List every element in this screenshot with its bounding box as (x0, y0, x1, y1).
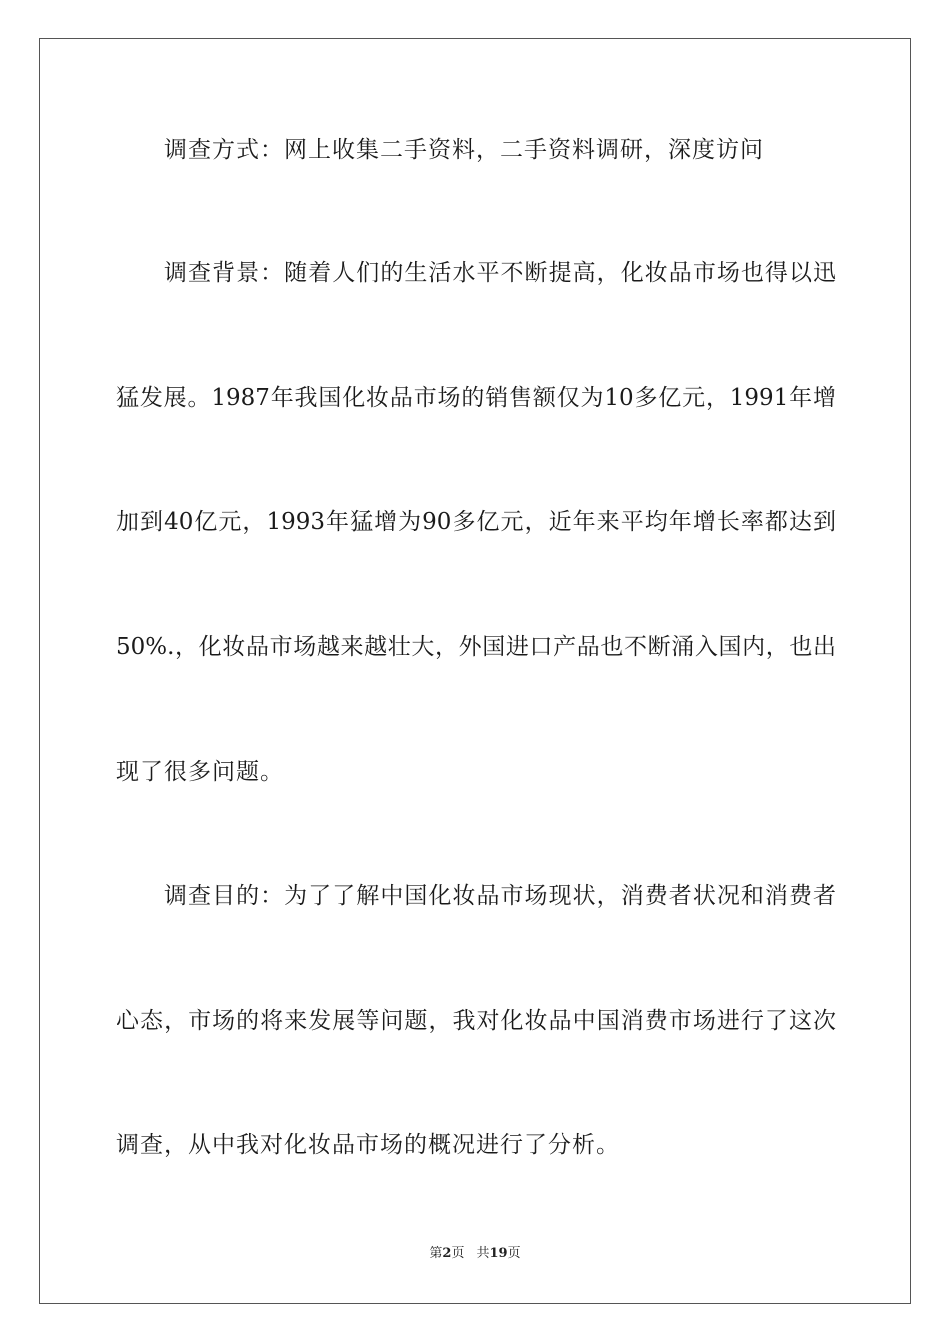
paragraph-background-line-5: 现了很多问题。 (116, 759, 284, 785)
page-suffix: 页 (451, 1246, 465, 1261)
page-prefix: 第 (429, 1246, 443, 1261)
paragraph-background-line-2: 猛发展。1987年我国化妆品市场的销售额仅为10多亿元，1991年增 (116, 385, 836, 411)
total-pages: 19 (489, 1246, 508, 1261)
paragraph-background-line-1: 调查背景：随着人们的生活水平不断提高，化妆品市场也得以迅 (164, 260, 836, 286)
paragraph-background-line-4: 50%.，化妆品市场越来越壮大，外国进口产品也不断涌入国内，也出 (116, 634, 836, 660)
total-suffix: 页 (507, 1246, 521, 1261)
paragraph-purpose-line-3: 调查，从中我对化妆品市场的概况进行了分析。 (116, 1132, 620, 1158)
paragraph-purpose-line-1: 调查目的：为了了解中国化妆品市场现状，消费者状况和消费者 (164, 883, 836, 909)
total-prefix: 共 (476, 1246, 490, 1261)
page-number: 2 (442, 1246, 452, 1261)
page-border (39, 38, 911, 1304)
paragraph-method-line-1: 调查方式：网上收集二手资料，二手资料调研，深度访问 (164, 137, 764, 163)
page-footer (0, 1245, 950, 1263)
paragraph-purpose-line-2: 心态，市场的将来发展等问题，我对化妆品中国消费市场进行了这次 (116, 1008, 836, 1034)
paragraph-background-line-3: 加到40亿元，1993年猛增为90多亿元，近年来平均年增长率都达到 (116, 509, 836, 535)
